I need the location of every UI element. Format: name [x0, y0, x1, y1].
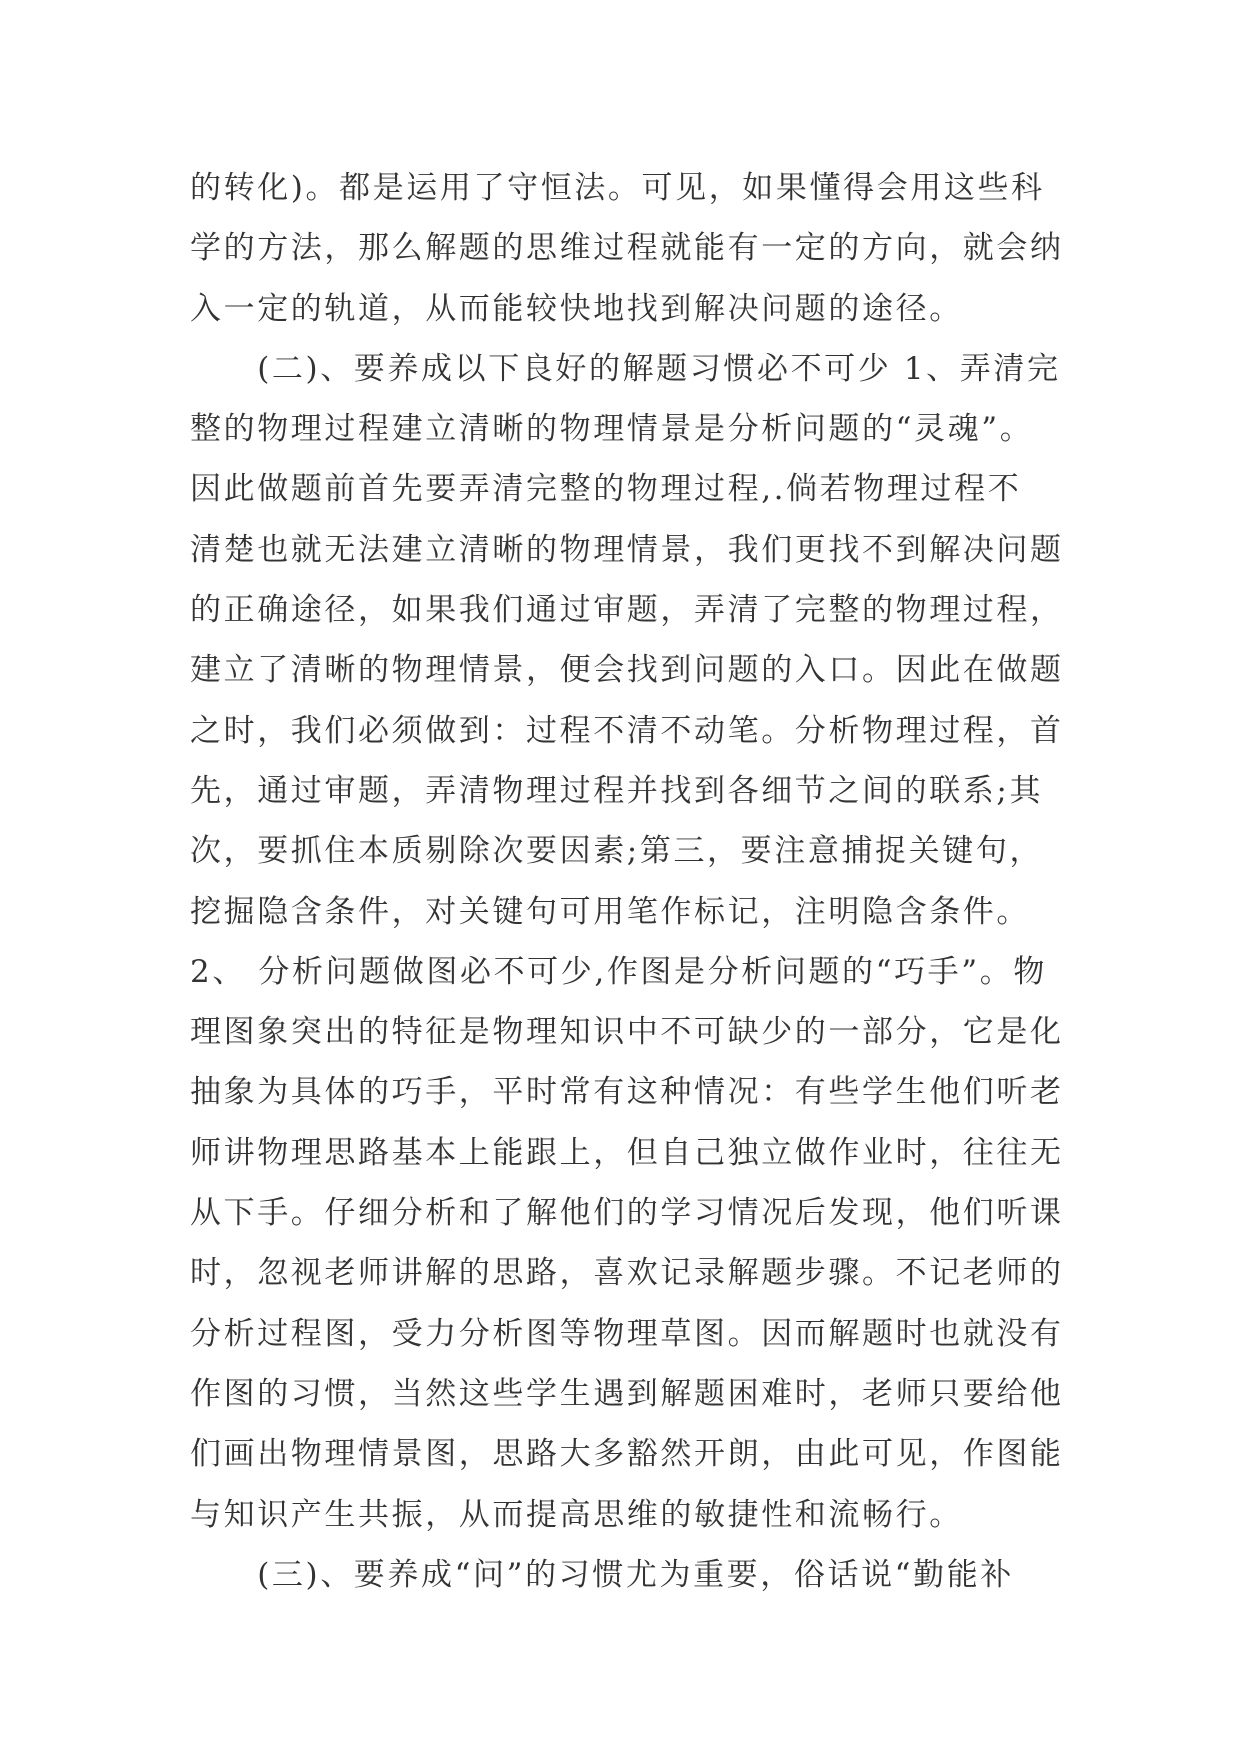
text-line: 整的物理过程建立清晰的物理情景是分析问题的“灵魂”。: [190, 411, 1034, 448]
text-line: 从下手。仔细分析和了解他们的学习情况后发现，他们听课: [190, 1195, 1064, 1232]
text-line: 先，通过审题，弄清物理过程并找到各细节之间的联系;其: [190, 772, 1044, 809]
text-line: 时，忽视老师讲解的思路，喜欢记录解题步骤。不记老师的: [190, 1255, 1064, 1292]
text-line: 的正确途径，如果我们通过审题，弄清了完整的物理过程，: [190, 592, 1064, 629]
text-line: 抽象为具体的巧手，平时常有这种情况：有些学生他们听老: [190, 1074, 1064, 1111]
text-line: 清楚也就无法建立清晰的物理情景，我们更找不到解决问题: [190, 531, 1064, 568]
text-line: (三)、要养成“问”的习惯尤为重要，俗话说“勤能补: [190, 1556, 1014, 1593]
text-line: 分析过程图，受力分析图等物理草图。因而解题时也就没有: [190, 1315, 1064, 1352]
text-line: 次，要抓住本质剔除次要因素;第三，要注意捕捉关键句，: [190, 833, 1044, 870]
text-line: 入一定的轨道，从而能较快地找到解决问题的途径。: [190, 290, 963, 327]
text-line: 师讲物理思路基本上能跟上，但自己独立做作业时，往往无: [190, 1134, 1064, 1171]
text-line: 学的方法，那么解题的思维过程就能有一定的方向，就会纳: [190, 230, 1064, 267]
text-line: 2、 分析问题做图必不可少,作图是分析问题的“巧手”。物: [190, 953, 1047, 990]
text-line: 们画出物理情景图，思路大多豁然开朗，由此可见，作图能: [190, 1436, 1064, 1473]
text-line: (二)、要养成以下良好的解题习惯必不可少 1、弄清完: [190, 350, 1061, 387]
text-line: 与知识产生共振，从而提高思维的敏捷性和流畅行。: [190, 1496, 963, 1533]
text-line: 建立了清晰的物理情景，便会找到问题的入口。因此在做题: [190, 652, 1064, 689]
text-line: 因此做题前首先要弄清完整的物理过程,.倘若物理过程不: [190, 471, 1022, 508]
text-line: 之时，我们必须做到：过程不清不动笔。分析物理过程，首: [190, 712, 1064, 749]
text-line: 理图象突出的特征是物理知识中不可缺少的一部分，它是化: [190, 1014, 1064, 1051]
body-text: [190, 158, 1070, 1605]
text-line: 挖掘隐含条件，对关键句可用笔作标记，注明隐含条件。: [190, 893, 1030, 930]
text-line: 的转化)。都是运用了守恒法。可见，如果懂得会用这些科: [190, 170, 1045, 206]
text-line: 作图的习惯，当然这些学生遇到解题困难时，老师只要给他: [190, 1375, 1064, 1412]
